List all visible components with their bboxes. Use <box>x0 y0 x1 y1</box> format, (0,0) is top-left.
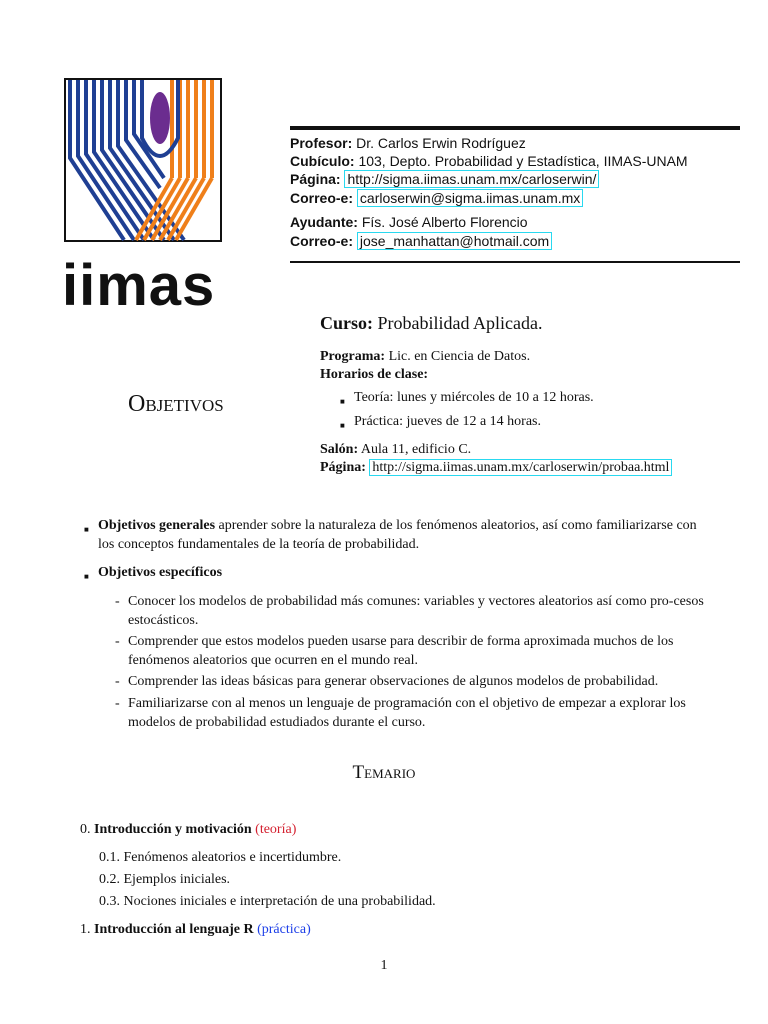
especificos-label: Objetivos específicos <box>98 565 223 580</box>
curso-value: Probabilidad Aplicada. <box>377 313 543 333</box>
temario-heading: Temario <box>352 762 416 783</box>
generales-text: aprender sobre la naturaleza de los fenómenos aleatorios, así como familiarizarse con los conceptos fundamentales de la teoría de probabilidad. <box>98 518 697 552</box>
especifico-text: Familiarizarse con al menos un lenguaje de programación con el objetivo de empezar a explorar los modelos de probabilidad estudiados durante el curso. <box>128 696 686 730</box>
salon-label: Salón: <box>320 442 359 457</box>
item-title: Introducción y motivación <box>94 822 252 837</box>
temario-item-1 <box>80 920 311 939</box>
logo-graphic <box>64 78 222 242</box>
item-tag-close: ) <box>306 922 311 937</box>
subitem-text: Nociones iniciales e interpretación de una probabilidad. <box>123 894 436 909</box>
temario-item-0 <box>80 820 296 839</box>
pagina-line <box>290 170 599 188</box>
profesor-label: Profesor: <box>290 135 353 151</box>
temario-subitem <box>99 892 436 911</box>
item-title: Introducción al lenguaje R <box>94 922 254 937</box>
course-pagina-line <box>320 459 672 477</box>
objetivos-generales <box>84 516 708 554</box>
dash-marker: - <box>115 674 120 689</box>
horario-practica <box>354 413 541 431</box>
correo2-link[interactable]: jose_manhattan@hotmail.com <box>357 232 552 250</box>
programa-line <box>320 348 530 366</box>
programa-label: Programa: <box>320 349 386 364</box>
item-tag-close: ) <box>291 822 297 837</box>
item-number: 0. <box>80 822 91 837</box>
horario-practica-text: Práctica: jueves de 12 a 14 horas. <box>354 414 541 429</box>
dash-marker: - <box>115 634 120 649</box>
salon-line <box>320 441 471 459</box>
profesor-value: Dr. Carlos Erwin Rodríguez <box>356 135 526 151</box>
cubiculo-line <box>290 152 688 170</box>
curso-label: Curso: <box>320 313 373 333</box>
item-tag-open: ( <box>257 922 262 937</box>
bullet-icon: ■ <box>84 525 89 534</box>
subitem-text: Fenómenos aleatorios e incertidumbre. <box>123 850 342 865</box>
item-tag-open: ( <box>255 822 260 837</box>
correo-label: Correo-e: <box>290 190 354 206</box>
especifico-text: Comprender las ideas básicas para generar observaciones de algunos modelos de probabilidad. <box>128 674 659 689</box>
logo-wordmark: iimas <box>62 253 216 318</box>
curso-line <box>320 312 542 334</box>
ayudante-value: Fís. José Alberto Florencio <box>361 214 528 230</box>
cubiculo-value: 103, Depto. Probabilidad y Estadística, IIMAS-UNAM <box>358 153 688 169</box>
correo2-label: Correo-e: <box>290 233 354 249</box>
ayudante-line <box>290 213 528 231</box>
horario-teoria-text: Teoría: lunes y miércoles de 10 a 12 horas. <box>354 390 594 405</box>
pagina-label: Página: <box>290 171 341 187</box>
temario-subitem <box>99 870 230 889</box>
subitem-number: 0.3. <box>99 894 120 909</box>
iimas-logo <box>64 78 222 242</box>
correo-line <box>290 189 583 207</box>
course-pagina-label: Página: <box>320 460 366 475</box>
generales-label: Objetivos generales <box>98 518 216 533</box>
objetivos-especificos <box>84 563 223 582</box>
correo-link[interactable]: carloserwin@sigma.iimas.unam.mx <box>357 189 583 207</box>
ayudante-label: Ayudante: <box>290 214 358 230</box>
dash-marker: - <box>115 594 120 609</box>
especifico-text: Comprender que estos modelos pueden usarse para describir de forma aproximada muchos de los fenómenos aleatorios que ocurren en el mundo real. <box>128 634 674 668</box>
bottom-rule <box>290 261 740 263</box>
subitem-number: 0.1. <box>99 850 120 865</box>
programa-value: Lic. en Ciencia de Datos. <box>388 349 531 364</box>
dash-marker: - <box>115 696 120 711</box>
item-tag[interactable]: teoría <box>259 822 292 837</box>
page-number: 1 <box>380 958 388 973</box>
item-tag[interactable]: práctica <box>261 922 307 937</box>
cubiculo-label: Cubículo: <box>290 153 355 169</box>
course-pagina-link[interactable]: http://sigma.iimas.unam.mx/carloserwin/probaa.html <box>369 459 672 476</box>
subitem-number: 0.2. <box>99 872 120 887</box>
profesor-line <box>290 134 526 152</box>
temario-subitem <box>99 848 341 867</box>
salon-value: Aula 11, edificio C. <box>360 442 472 457</box>
top-rule <box>290 126 740 130</box>
objetivos-heading: Objetivos <box>128 391 224 417</box>
correo2-line <box>290 232 552 250</box>
bullet-icon: ■ <box>84 572 89 581</box>
horarios-label: Horarios de clase: <box>320 367 429 382</box>
subitem-text: Ejemplos iniciales. <box>123 872 231 887</box>
especifico-text: Conocer los modelos de probabilidad más comunes: variables y vectores aleatorios así como pro-cesos estocásticos. <box>128 594 704 628</box>
item-number: 1. <box>80 922 91 937</box>
pagina-link[interactable]: http://sigma.iimas.unam.mx/carloserwin/ <box>344 170 599 188</box>
horario-teoria <box>354 389 594 407</box>
